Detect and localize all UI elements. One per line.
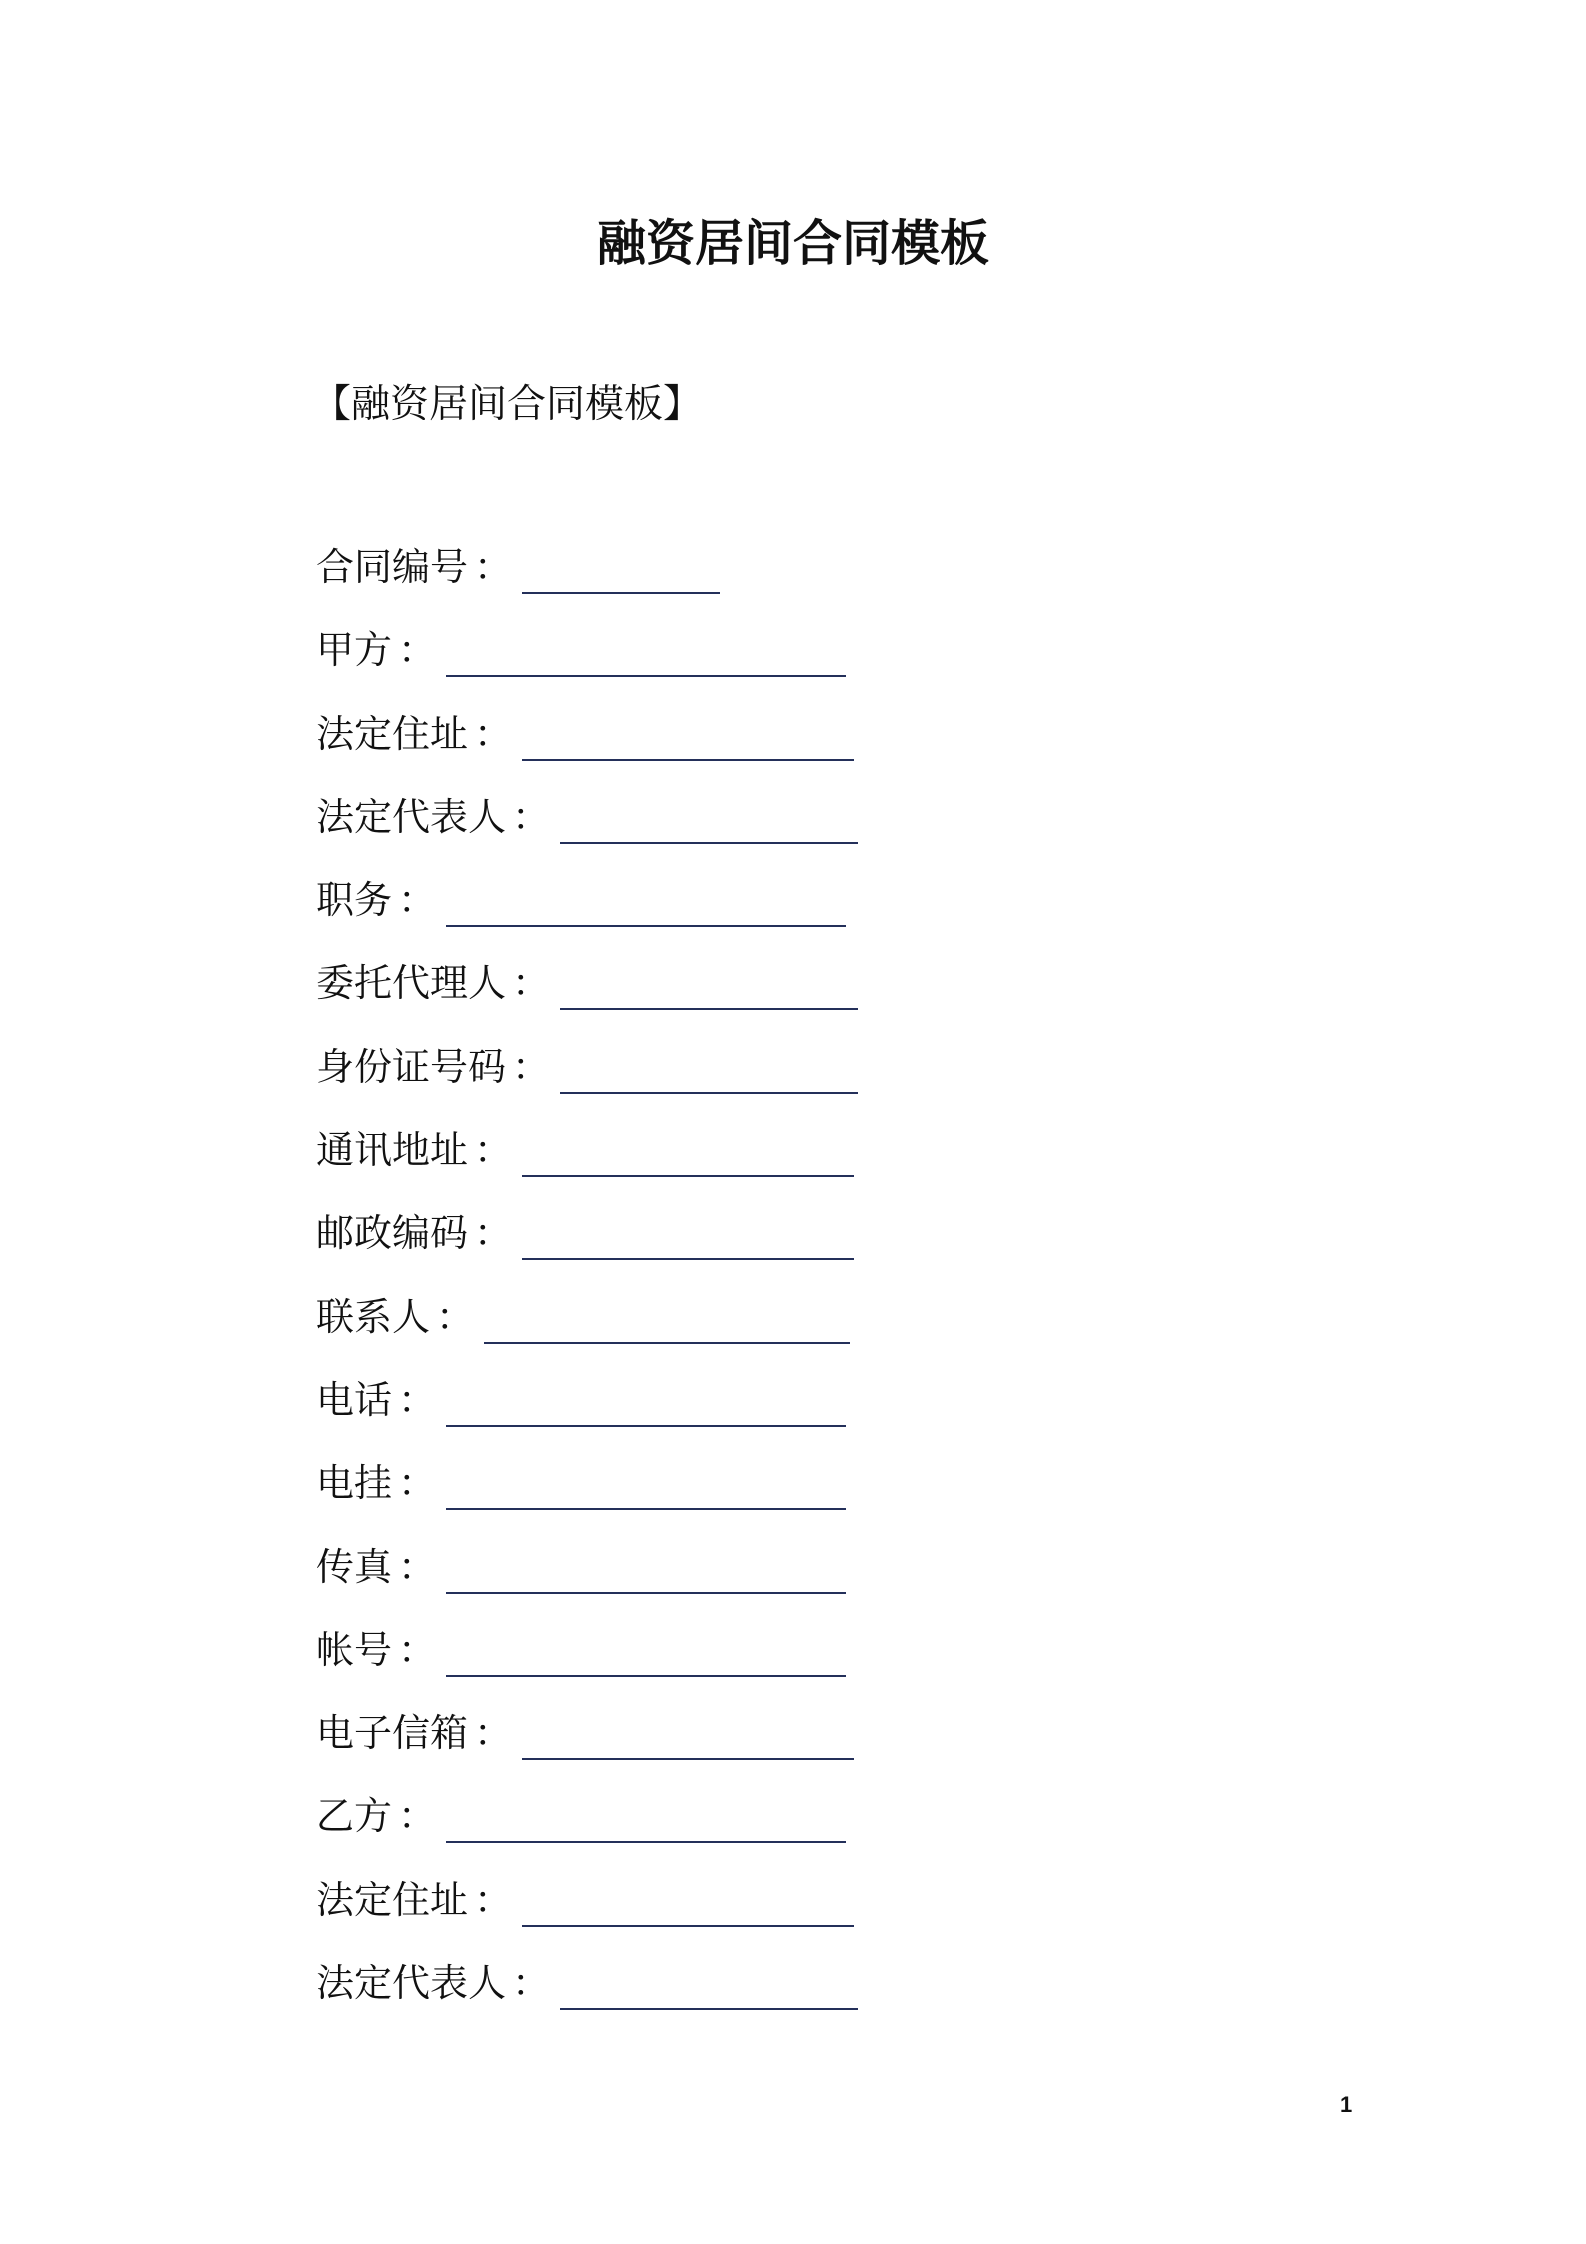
blank-line[interactable] xyxy=(522,1204,854,1260)
blank-line[interactable] xyxy=(560,954,858,1010)
field-label: 通讯地址 xyxy=(316,1128,469,1173)
field-label: 传真 xyxy=(316,1544,393,1589)
field-id-number xyxy=(316,1038,1216,1121)
field-label: 职务 xyxy=(316,878,393,923)
field-account xyxy=(316,1621,1216,1704)
blank-line[interactable] xyxy=(560,788,858,844)
field-postal-code xyxy=(316,1204,1216,1287)
blank-line[interactable] xyxy=(522,1871,854,1927)
blank-line[interactable] xyxy=(446,1454,846,1510)
field-colon: ： xyxy=(398,1794,437,1839)
blank-line[interactable] xyxy=(522,538,720,594)
field-party-b xyxy=(316,1787,1216,1870)
field-colon: ： xyxy=(512,1961,551,2006)
field-colon: ： xyxy=(474,545,513,589)
field-colon: ： xyxy=(398,1627,437,1672)
field-label: 合同编号 xyxy=(316,545,469,589)
field-colon: ： xyxy=(398,1461,437,1506)
field-legal-representative xyxy=(316,788,1216,871)
field-mailing-address xyxy=(316,1121,1216,1204)
blank-line[interactable] xyxy=(446,1538,846,1594)
field-label: 电挂 xyxy=(316,1461,393,1506)
field-colon: ： xyxy=(474,1711,513,1756)
field-label: 甲方 xyxy=(316,628,393,673)
field-authorized-agent xyxy=(316,954,1216,1037)
field-colon: ： xyxy=(398,628,437,673)
field-contract-number xyxy=(316,538,1216,621)
blank-line[interactable] xyxy=(522,705,854,761)
field-colon: ： xyxy=(398,1544,437,1589)
field-label: 乙方 xyxy=(316,1794,393,1839)
field-label: 联系人 xyxy=(316,1294,431,1339)
field-label: 法定住址 xyxy=(316,711,469,756)
field-colon: ： xyxy=(512,1044,551,1089)
field-colon: ： xyxy=(474,1211,513,1256)
blank-line[interactable] xyxy=(484,1288,850,1344)
document-subtitle: 【融资居间合同模板】 xyxy=(312,382,703,427)
blank-line[interactable] xyxy=(446,1371,846,1427)
blank-line[interactable] xyxy=(446,1787,846,1843)
field-colon: ： xyxy=(436,1294,475,1339)
blank-line[interactable] xyxy=(522,1121,854,1177)
field-email xyxy=(316,1704,1216,1787)
field-label: 电子信箱 xyxy=(316,1711,469,1756)
blank-line[interactable] xyxy=(560,1954,858,2010)
field-label: 法定住址 xyxy=(316,1877,469,1922)
field-legal-address-b xyxy=(316,1871,1216,1954)
contract-fields xyxy=(316,538,1216,2037)
field-party-a xyxy=(316,621,1216,704)
field-colon: ： xyxy=(398,1377,437,1422)
blank-line[interactable] xyxy=(446,621,846,677)
field-label: 委托代理人 xyxy=(316,961,507,1006)
field-label: 身份证号码 xyxy=(316,1044,507,1089)
field-fax xyxy=(316,1538,1216,1621)
field-colon: ： xyxy=(512,794,551,839)
document-title: 融资居间合同模板 xyxy=(596,215,989,272)
field-colon: ： xyxy=(512,961,551,1006)
field-position xyxy=(316,871,1216,954)
field-colon: ： xyxy=(474,1128,513,1173)
field-phone xyxy=(316,1371,1216,1454)
field-colon: ： xyxy=(398,878,437,923)
field-label: 电话 xyxy=(316,1377,393,1422)
field-legal-address xyxy=(316,705,1216,788)
field-contact-person xyxy=(316,1288,1216,1371)
page-number: 1 xyxy=(1340,2092,1353,2117)
blank-line[interactable] xyxy=(522,1704,854,1760)
field-label: 法定代表人 xyxy=(316,794,507,839)
field-label: 邮政编码 xyxy=(316,1211,469,1256)
field-label: 法定代表人 xyxy=(316,1961,507,2006)
field-label: 帐号 xyxy=(316,1627,393,1672)
blank-line[interactable] xyxy=(446,871,846,927)
field-telegraph xyxy=(316,1454,1216,1537)
blank-line[interactable] xyxy=(446,1621,846,1677)
field-legal-representative-b xyxy=(316,1954,1216,2037)
blank-line[interactable] xyxy=(560,1038,858,1094)
field-colon: ： xyxy=(474,711,513,756)
field-colon: ： xyxy=(474,1877,513,1922)
